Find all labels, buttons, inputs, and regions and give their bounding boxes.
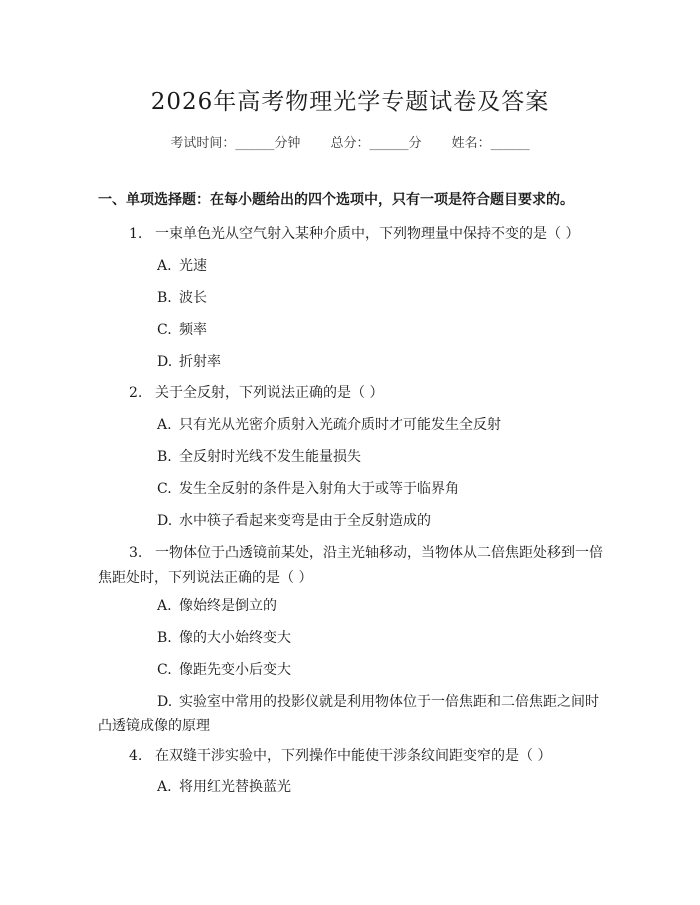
exam-time-field: 考试时间：______分钟 bbox=[170, 136, 301, 151]
option-text: 像始终是倒立的 bbox=[179, 598, 277, 614]
option-text: 全反射时光线不发生能量损失 bbox=[179, 449, 361, 465]
question-text-part-1: 一物体位于凸透镜前某处，沿主光轴移动，当物体从二倍焦距处移到一倍 bbox=[155, 545, 603, 561]
q3-option-d-line-1 bbox=[157, 690, 599, 714]
q3-option-a bbox=[157, 594, 277, 618]
option-text: 像的大小始终变大 bbox=[179, 630, 291, 646]
question-number: 3. bbox=[129, 545, 143, 561]
exam-info-row bbox=[0, 132, 700, 151]
option-letter: A. bbox=[157, 598, 172, 614]
option-letter: B. bbox=[157, 290, 172, 306]
option-letter: C. bbox=[157, 481, 172, 497]
option-letter: C. bbox=[157, 662, 172, 678]
document-title: 2026年高考物理光学专题试卷及答案 bbox=[150, 89, 550, 115]
question-text: 在双缝干涉实验中，下列操作中能使干涉条纹间距变窄的是（ ） bbox=[155, 748, 552, 764]
student-name-field: 姓名：______ bbox=[451, 136, 530, 151]
question-1 bbox=[129, 222, 579, 246]
option-letter: B. bbox=[157, 630, 172, 646]
q3-option-c bbox=[157, 658, 291, 682]
option-text-part-2: 凸透镜成像的原理 bbox=[98, 718, 210, 734]
option-letter: A. bbox=[157, 258, 172, 274]
question-number: 2. bbox=[129, 385, 143, 401]
question-3-line-2 bbox=[98, 566, 312, 590]
q1-option-b bbox=[157, 286, 207, 310]
question-text: 关于全反射，下列说法正确的是（ ） bbox=[155, 385, 384, 401]
option-text: 波长 bbox=[179, 290, 207, 306]
option-letter: A. bbox=[157, 417, 172, 433]
question-3-line-1 bbox=[129, 541, 603, 565]
option-letter: D. bbox=[157, 513, 173, 529]
option-text: 发生全反射的条件是入射角大于或等于临界角 bbox=[179, 481, 459, 497]
option-text: 频率 bbox=[179, 322, 207, 338]
option-text: 只有光从光密介质射入光疏介质时才可能发生全反射 bbox=[179, 417, 501, 433]
question-text: 一束单色光从空气射入某种介质中，下列物理量中保持不变的是（ ） bbox=[155, 226, 580, 242]
total-score-field: 总分：______分 bbox=[330, 136, 422, 151]
q1-option-d bbox=[157, 350, 221, 374]
question-2 bbox=[129, 381, 383, 405]
option-text-part-1: 实验室中常用的投影仪就是利用物体位于一倍焦距和二倍焦距之间时 bbox=[179, 694, 599, 710]
question-number: 1. bbox=[129, 226, 143, 242]
q2-option-d bbox=[157, 509, 431, 533]
option-letter: D. bbox=[157, 694, 173, 710]
q3-option-d-line-2 bbox=[98, 714, 210, 738]
q3-option-b bbox=[157, 626, 291, 650]
q2-option-a bbox=[157, 413, 501, 437]
option-text: 水中筷子看起来变弯是由于全反射造成的 bbox=[179, 513, 431, 529]
question-4 bbox=[129, 744, 551, 768]
section-heading: 一、单项选择题：在每小题给出的四个选项中，只有一项是符合题目要求的。 bbox=[98, 192, 574, 208]
q2-option-b bbox=[157, 445, 361, 469]
option-text: 像距先变小后变大 bbox=[179, 662, 291, 678]
option-text: 光速 bbox=[179, 258, 207, 274]
option-letter: C. bbox=[157, 322, 172, 338]
q2-option-c bbox=[157, 477, 459, 501]
q4-option-a bbox=[157, 775, 291, 799]
option-letter: B. bbox=[157, 449, 172, 465]
q1-option-a bbox=[157, 254, 207, 278]
question-number: 4. bbox=[129, 748, 143, 764]
q1-option-c bbox=[157, 318, 207, 342]
option-text: 折射率 bbox=[179, 354, 221, 370]
question-text-part-2: 焦距处时，下列说法正确的是（ ） bbox=[98, 570, 313, 586]
option-text: 将用红光替换蓝光 bbox=[179, 779, 291, 795]
option-letter: A. bbox=[157, 779, 172, 795]
option-letter: D. bbox=[157, 354, 173, 370]
